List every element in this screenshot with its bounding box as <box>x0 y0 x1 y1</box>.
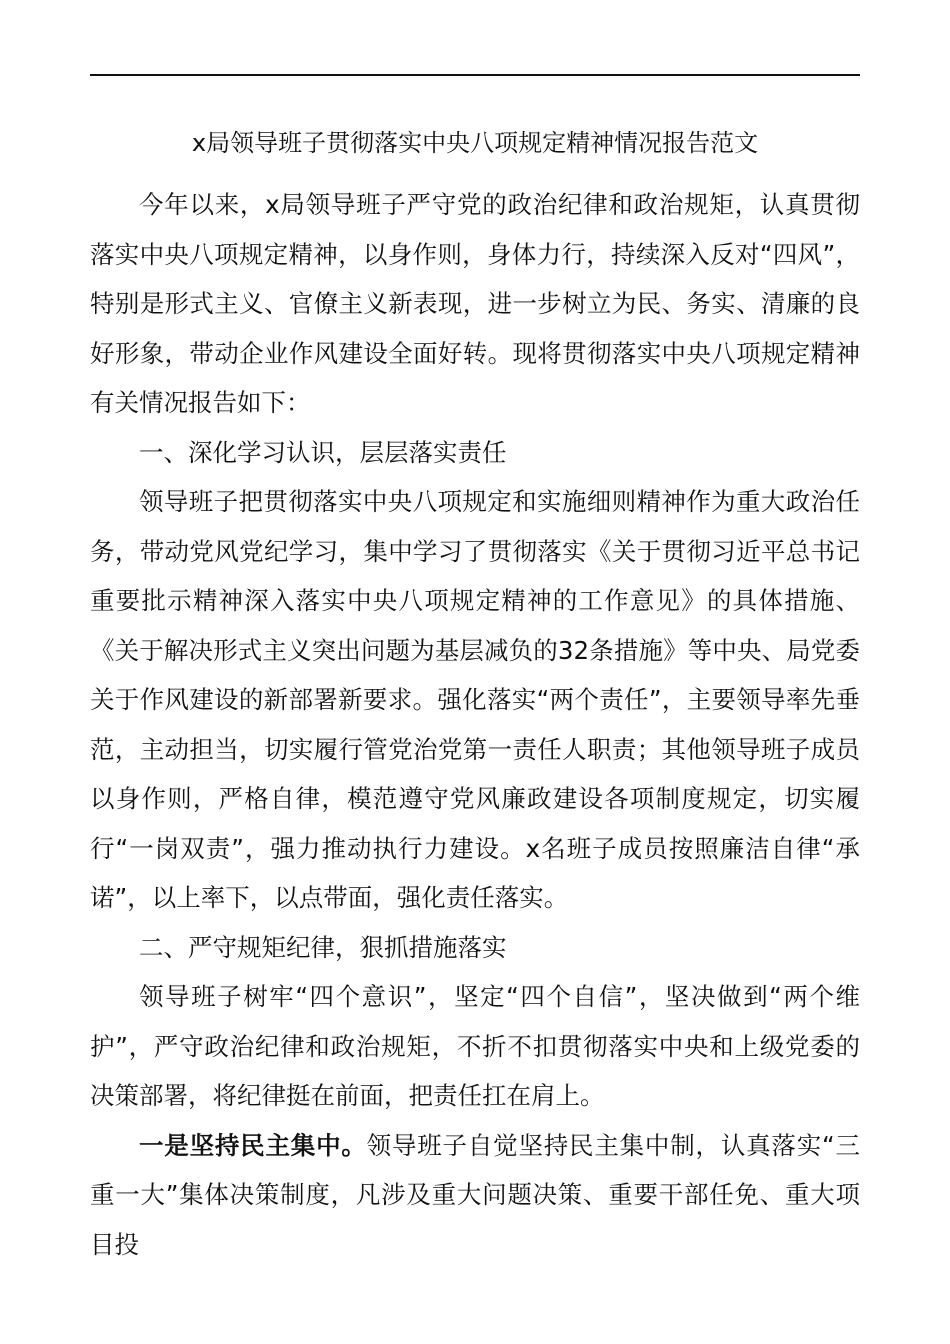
document-body <box>90 180 860 1269</box>
section-1-heading: 一、深化学习认识，层层落实责任 <box>139 437 507 467</box>
section-2-paragraph: 领导班子树牢“四个意识”，坚定“四个自信”，坚决做到“两个维护”，严守政治纪律和政治规矩，不折不扣贯彻落实中央和上级党委的决策部署，将纪律挺在前面，把责任扛在肩上。 <box>90 982 860 1110</box>
intro-paragraph: 今年以来，x局领导班子严守党的政治纪律和政治规矩，认真贯彻落实中央八项规定精神，以身作则，身体力行，持续深入反对“四风”，特别是形式主义、官僚主义新表现，进一步树立为民、务实、清廉的良好形象，带动企业作风建设全面好转。现将贯彻落实中央八项规定精神有关情况报告如下： <box>90 190 860 417</box>
document-title: x局领导班子贯彻落实中央八项规定精神情况报告范文 <box>191 129 759 157</box>
point-1-paragraph <box>90 1121 860 1270</box>
header-rule <box>90 74 860 76</box>
section-2-heading: 二、严守规矩纪律，狠抓措施落实 <box>139 932 507 962</box>
point-1-text: 领导班子自觉坚持民主集中制，认真落实“三重一大”集体决策制度，凡涉及重大问题决策、重要干部任免、重大项目投 <box>90 1130 860 1259</box>
point-1-lead: 一是坚持民主集中。 <box>139 1130 367 1160</box>
section-1-paragraph: 领导班子把贯彻落实中央八项规定和实施细则精神作为重大政治任务，带动党风党纪学习，集中学习了贯彻落实《关于贯彻习近平总书记重要批示精神深入落实中央八项规定精神的工作意见》的具体措施、《关于解决形式主义突出问题为基层减负的32条措施》等中央、局党委关于作风建设的新部署新要求。强化落实“两个责任”，主要领导率先垂范，主动担当，切实履行管党治党第一责任人职责；其他领导班子成员以身作则，严格自律，模范遵守党风廉政建设各项制度规定，切实履行“一岗双责”，强力推动执行力建设。x名班子成员按照廉洁自律“承诺”，以上率下，以点带面，强化责任落实。 <box>90 487 860 912</box>
